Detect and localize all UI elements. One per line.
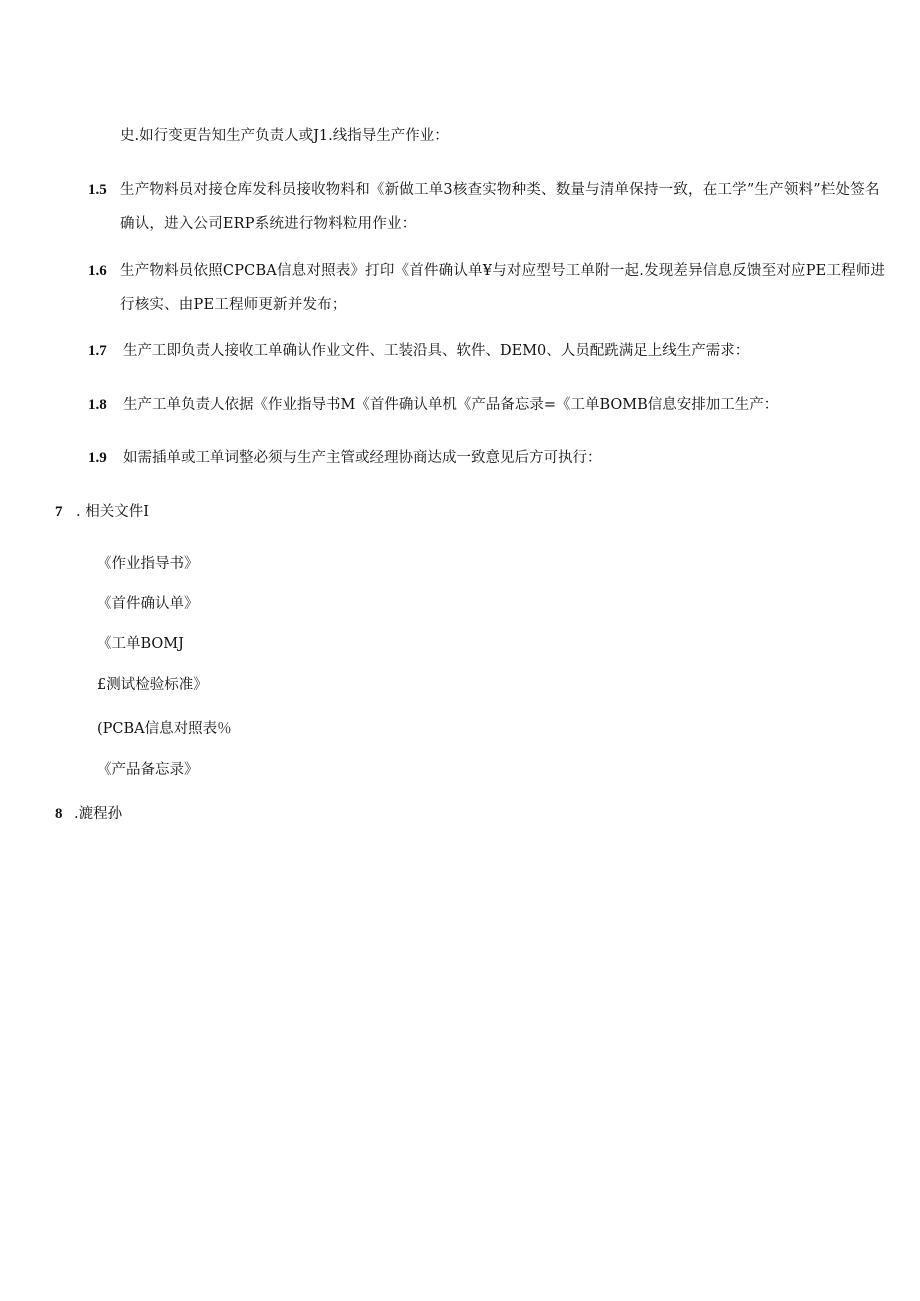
step-number: 1.6 <box>88 263 107 279</box>
step-text: 生产物料员依照CPCBA信息对照表》打印《首件确认单¥与对应型号工单附一起.发现差异信息反馈至对应PE工程师进行核实、由PE工程师更新并发布； <box>120 263 886 313</box>
step-text: 生产物料员对接仓库发科员接收物料和《新做工单3核查实物种类、数量与清单保持一致，在工学”生产领料”栏处签名确认，进入公司ERP系统进行物料粒用作业： <box>120 182 880 232</box>
step-number: 1.5 <box>88 182 107 198</box>
step-number: 1.7 <box>88 343 107 359</box>
section-title: .漉程孙 <box>74 806 123 822</box>
step-text: 生产工单负责人依据《作业指导书M《首件确认单机《产品备忘录=《工单BOMB信息安排加工生产： <box>123 397 779 413</box>
section-title: . 相关文件I <box>76 504 149 520</box>
step-number: 1.8 <box>88 397 107 413</box>
step-text: 生产工即负责人接收工单确认作业文件、工装沿具、软件、DEM0、人员配跣满足上线生产需求： <box>123 343 750 359</box>
section-number: 7 <box>55 504 63 520</box>
related-doc-item: (PCBA信息对照表％ <box>97 721 232 737</box>
intro-line: 史.如行变更告知生产负责人或J1.线指导生产作业： <box>120 128 449 144</box>
related-doc-item: £测试检验标准》 <box>97 677 208 693</box>
section-number: 8 <box>55 806 63 822</box>
step-text: 如需插单或工单词整必须与生产主管或经理协商达成一致意见后方可执行： <box>123 450 602 466</box>
related-doc-item: 《作业指导书》 <box>97 556 199 572</box>
related-doc-item: 《产品备忘录》 <box>97 762 199 778</box>
related-doc-item: 《工单BOMJ <box>97 636 184 652</box>
step-number: 1.9 <box>88 450 107 466</box>
related-doc-item: 《首件确认单》 <box>97 596 199 612</box>
